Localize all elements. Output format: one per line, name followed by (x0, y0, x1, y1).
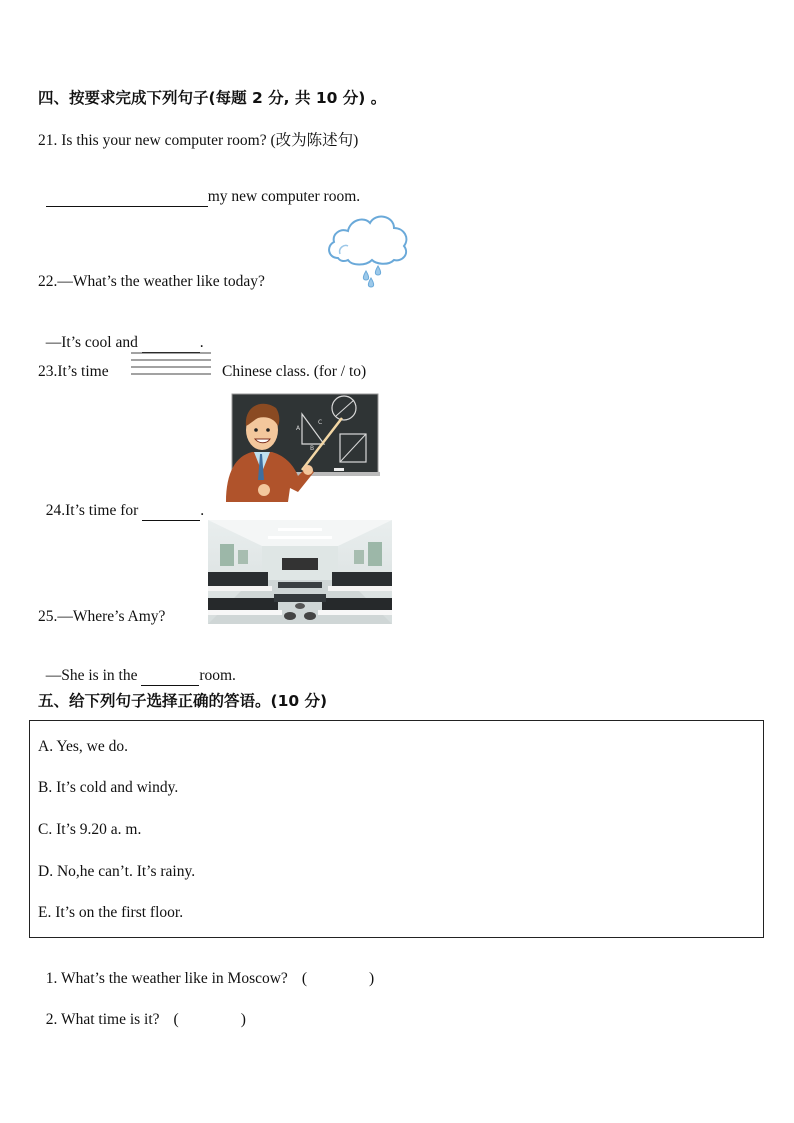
question-text: 1. What’s the weather like in Moscow? (45, 970, 288, 987)
paren-open: ( (301, 970, 307, 987)
teacher-at-blackboard-illustration (222, 392, 382, 502)
question-23-prefix: 23.It’s time (38, 363, 109, 380)
answer-options-box (29, 720, 764, 938)
option-b: B. It’s cold and windy. (38, 779, 179, 796)
four-line-writing-grid[interactable] (131, 352, 213, 378)
question-24-line (38, 484, 204, 521)
computer-room-photo (208, 520, 392, 624)
answer-blank[interactable] (46, 188, 208, 207)
svg-text:C: C (318, 419, 323, 426)
question-23-suffix: Chinese class. (for / to) (222, 363, 367, 380)
section-5-heading: 五、给下列句子选择正确的答语。(10 分) (38, 692, 328, 710)
option-c: C. It’s 9.20 a. m. (38, 821, 142, 838)
question-24-prefix: 24.It’s time for (45, 502, 139, 519)
rain-cloud-icon (326, 208, 410, 290)
question-22-reply (38, 316, 204, 353)
question-25-reply (38, 649, 236, 686)
question-text: 2. What time is it? (45, 1011, 160, 1028)
answer-tail-text: my new computer room. (207, 188, 361, 205)
answer-blank[interactable] (142, 334, 200, 353)
paren-close: ) (240, 1011, 246, 1028)
answer-blank[interactable] (142, 502, 200, 521)
question-24-end: . (200, 502, 205, 519)
reply-suffix: room. (199, 667, 236, 684)
paren-open: ( (173, 1011, 179, 1028)
reply-end: . (199, 334, 204, 351)
question-25-text: 25.—Where’s Amy? (38, 608, 166, 625)
section-4-heading: 四、按要求完成下列句子(每题 2 分, 共 10 分) 。 (38, 89, 387, 107)
answer-blank[interactable] (141, 667, 199, 686)
paren-close: ) (368, 970, 375, 987)
option-a: A. Yes, we do. (38, 738, 128, 755)
option-d: D. No,he can’t. It’s rainy. (38, 863, 196, 880)
svg-text:B: B (310, 445, 315, 452)
question-21-answer-line (38, 170, 360, 207)
question-22-text: 22.—What’s the weather like today? (38, 273, 265, 290)
reply-prefix: —She is in the (45, 667, 138, 684)
svg-text:A: A (296, 425, 301, 432)
reply-prefix: —It’s cool and (45, 334, 138, 351)
option-e: E. It’s on the first floor. (38, 904, 184, 921)
question-21-prompt: 21. Is this your new computer room? (改为陈述句) (38, 132, 359, 149)
section-5-question-2 (38, 993, 246, 1029)
section-5-question-1 (38, 952, 374, 988)
